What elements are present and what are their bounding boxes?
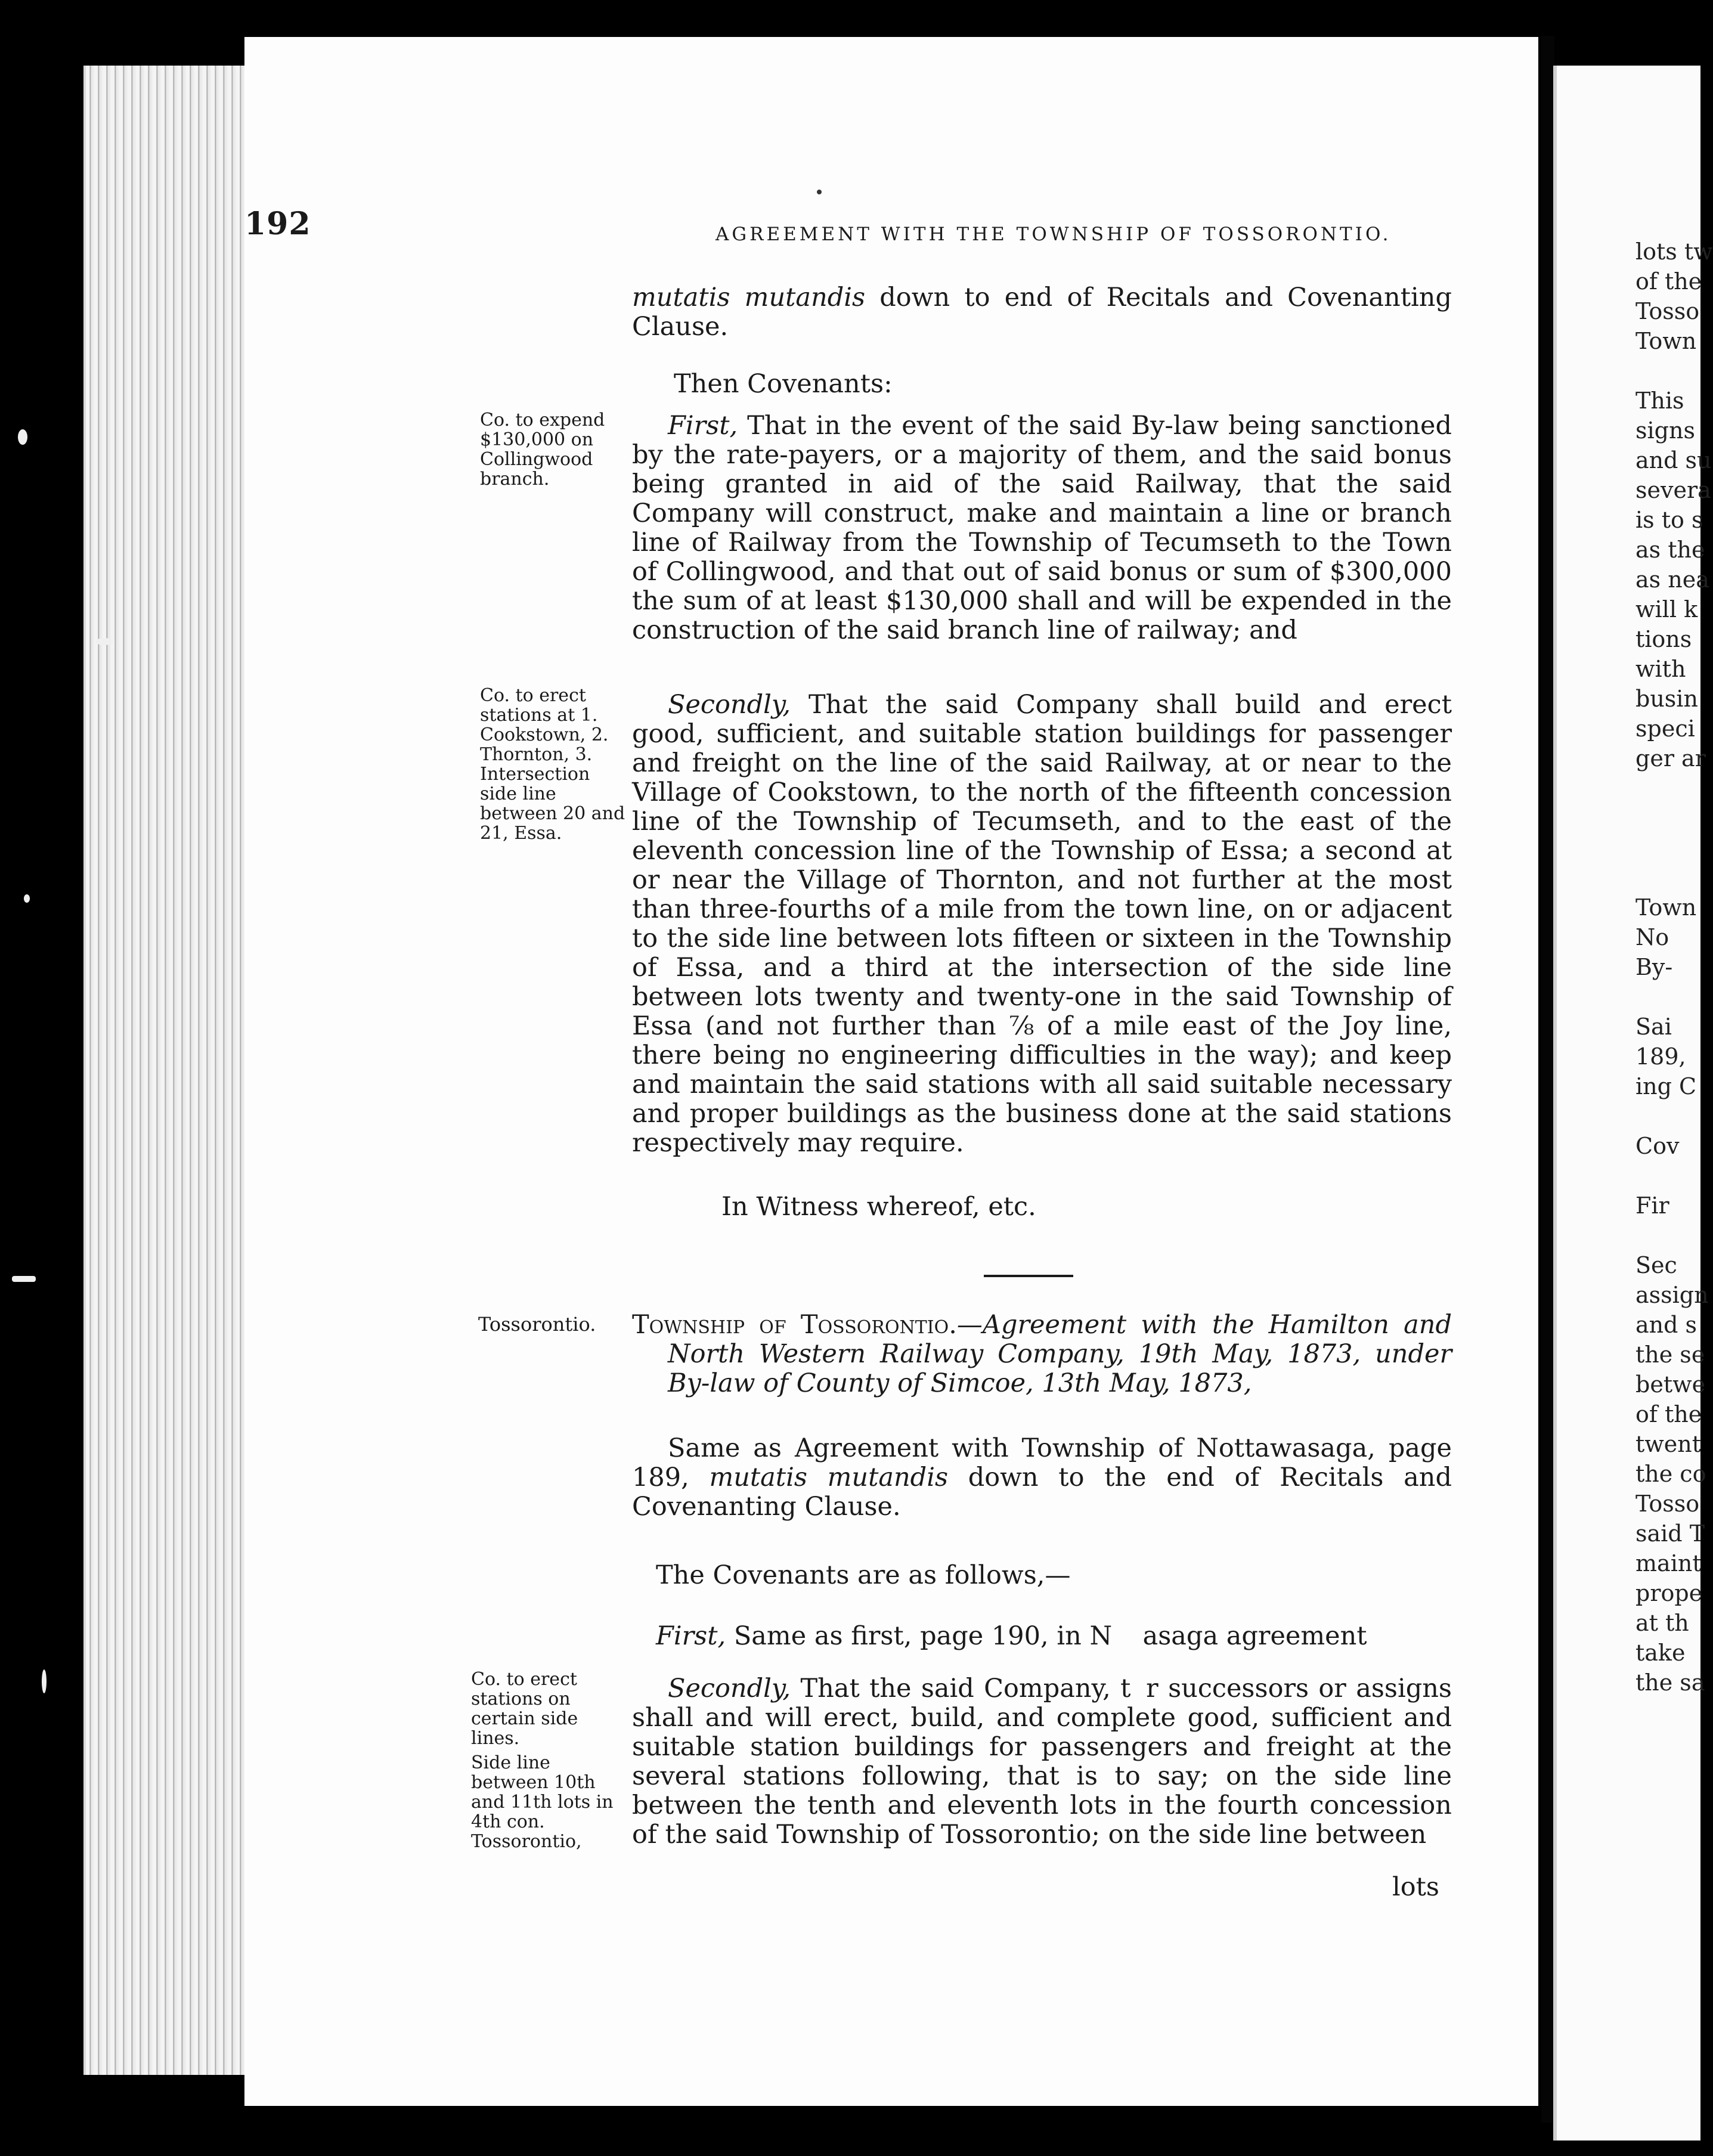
section2-second-text: That the said Company, t r successors or assigns shall and will erect, build, and complete good, sufficient and suitable station buildings for passengers and freight at the several stations following, that is to say; on the side line between the tenth and eleventh lots in the fourth concession of the said Township of Tossorontio; on the side line between <box>632 1674 1452 1850</box>
right-page-line: severa <box>1635 477 1711 503</box>
print-dot <box>817 190 822 194</box>
right-page-line: the sa <box>1635 1669 1705 1696</box>
margin-note-side-lines <box>471 1669 620 1851</box>
page-number: 192 <box>244 206 311 242</box>
right-page-line: lots tw <box>1635 238 1713 265</box>
right-page-line: maint <box>1635 1550 1702 1576</box>
right-page-line: the se <box>1635 1342 1705 1368</box>
right-page-line: will k <box>1635 596 1698 622</box>
margin-note-stations: Co. to erect stations at 1. Cookstown, 2. Thornton, 3. Intersection side line between 20 and 21, Essa. <box>480 685 625 844</box>
book-page-edges <box>83 66 265 2075</box>
right-page-line: Sai <box>1635 1014 1672 1040</box>
right-page-line: By- <box>1635 954 1673 980</box>
right-page-line: twent <box>1635 1431 1702 1457</box>
right-page-line: Sec <box>1635 1252 1677 1278</box>
right-page-line: This <box>1635 388 1684 414</box>
township-heading <box>632 1311 1452 1398</box>
section2-first-label: First, <box>656 1621 726 1651</box>
same-as-text-1: Same as Agreement with Township of Nottawasaga, page 189, <box>632 1433 1452 1492</box>
right-page-line: said T <box>1635 1520 1705 1547</box>
right-page-line: Cov <box>1635 1133 1680 1159</box>
right-page-line: is to s <box>1635 507 1703 533</box>
opening-paragraph <box>632 283 1452 342</box>
covenants-follow-line <box>632 1561 1452 1590</box>
right-page-line: with <box>1635 656 1686 682</box>
right-page-line: Town <box>1635 328 1697 354</box>
right-page-line: as the <box>1635 537 1705 563</box>
same-as-text-2: down to the end of Recitals and Covenanting Clause. <box>632 1463 1452 1522</box>
right-page-line: at th <box>1635 1610 1689 1636</box>
right-page-line: prope <box>1635 1580 1703 1606</box>
right-page-line: as nea <box>1635 566 1709 593</box>
witness: In Witness whereof, etc. <box>721 1192 1036 1222</box>
section2-second-covenant <box>632 1674 1452 1850</box>
right-page-line: and su <box>1635 447 1712 473</box>
right-page-line: of the <box>1635 268 1702 295</box>
witness-line <box>632 1192 1452 1222</box>
heading-caps: Township of Tossorontio. <box>632 1310 957 1340</box>
section-divider <box>984 1275 1073 1277</box>
second-label: Secondly, <box>668 690 791 720</box>
margin-note-tossorontio: Tossorontio. <box>478 1313 596 1336</box>
scan-speck <box>18 429 27 445</box>
heading-italic: —Agreement with the Hamilton and North Western Railway Company, 19th May, 1873, under By-law of County of Simcoe, 13th May, 1873, <box>668 1310 1452 1398</box>
right-page-line: No <box>1635 924 1669 950</box>
running-head: AGREEMENT WITH THE TOWNSHIP OF TOSSORONTIO. <box>715 224 1392 245</box>
right-page-line: busin <box>1635 686 1698 712</box>
right-page-line: the co <box>1635 1461 1706 1487</box>
right-page-line: Town <box>1635 894 1697 921</box>
right-page-line: tions <box>1635 626 1692 652</box>
right-page-line: take <box>1635 1640 1686 1666</box>
first-covenant <box>632 411 1452 645</box>
scan-speck <box>24 894 30 903</box>
scan-speck <box>42 1669 47 1693</box>
right-page-line: speci <box>1635 715 1695 742</box>
right-page-edge <box>1553 66 1557 2140</box>
scan-speck <box>12 1276 36 1282</box>
first-text: That in the event of the said By-law being sanctioned by the rate-payers, or a majority of them, and the said bonus being granted in aid of the said Railway, that the said Company will construct, make and maintain a line or branch line of Railway from the Township of Tecumseth to the Town of Collingwood, and that out of said bonus or sum of $300,000 the sum of at least $130,000 shall and will be expended in the construction of the said branch line of railway; and <box>632 411 1452 645</box>
margin-note-expend: Co. to expend $130,000 on Collingwood branch. <box>480 410 605 490</box>
same-as-paragraph <box>632 1434 1452 1522</box>
right-page-line: of the <box>1635 1401 1702 1427</box>
right-page-line: signs <box>1635 417 1695 444</box>
right-page-line: Tosso <box>1635 298 1700 324</box>
second-first-line <box>632 1622 1452 1651</box>
right-page-line: and s <box>1635 1312 1697 1338</box>
right-page-line: Tosso <box>1635 1491 1700 1517</box>
right-page-line: 189, <box>1635 1043 1686 1070</box>
section2-second-label: Secondly, <box>668 1674 791 1703</box>
right-page-line: ger ar <box>1635 745 1706 772</box>
right-page-line: ing C <box>1635 1073 1697 1099</box>
latin-phrase: mutatis mutandis <box>632 283 866 312</box>
second-text: That the said Company shall build and erect good, sufficient, and suitable station buildings for passenger and freight on the line of the said Railway, at or near to the Village of Cookstown, to the north of the fifteenth concession line of the Township of Tecumseth, and to the east of the eleventh concession line of the Township of Essa; a second at or near the Village of Thornton, and not further at the most than three-fourths of a mile from the town line, on or adjacent to the side line between lots fifteen or sixteen in the Township of Essa, and a third at the intersection of the side line between lots twenty and twenty-one in the said Township of Essa (and not further than ⅞ of a mile east of the Joy line, there being no engineering difficulties in the way); and keep and maintain the said stations with all said suitable necessary and proper buildings as the business done at the said stations respectively may require. <box>632 690 1452 1158</box>
covenants-follow: The Covenants are as follows,— <box>656 1560 1071 1590</box>
then-covenants-line <box>632 370 1452 399</box>
section2-first-text: Same as first, page 190, in N asaga agreement <box>726 1621 1367 1651</box>
then-covenants: Then Covenants: <box>674 369 893 399</box>
scan-speck <box>95 638 113 645</box>
second-covenant <box>632 690 1452 1158</box>
side-lines-note: Co. to erect stations on certain side lines. <box>471 1669 578 1749</box>
right-page-line: betwe <box>1635 1371 1706 1398</box>
book-gutter <box>1541 36 1554 2123</box>
side-line-4th-con-note: Side line between 10th and 11th lots in 4th con. Tossorontio, <box>471 1752 614 1852</box>
first-label: First, <box>668 411 738 441</box>
catchword: lots <box>1392 1872 1439 1902</box>
same-as-latin: mutatis mutandis <box>709 1463 949 1492</box>
opening-text: down to end of Recitals and Covenanting Clause. <box>632 283 1452 342</box>
right-page-line: Fir <box>1635 1192 1669 1219</box>
right-page <box>1553 66 1713 2140</box>
right-page-line: assign <box>1635 1282 1709 1308</box>
